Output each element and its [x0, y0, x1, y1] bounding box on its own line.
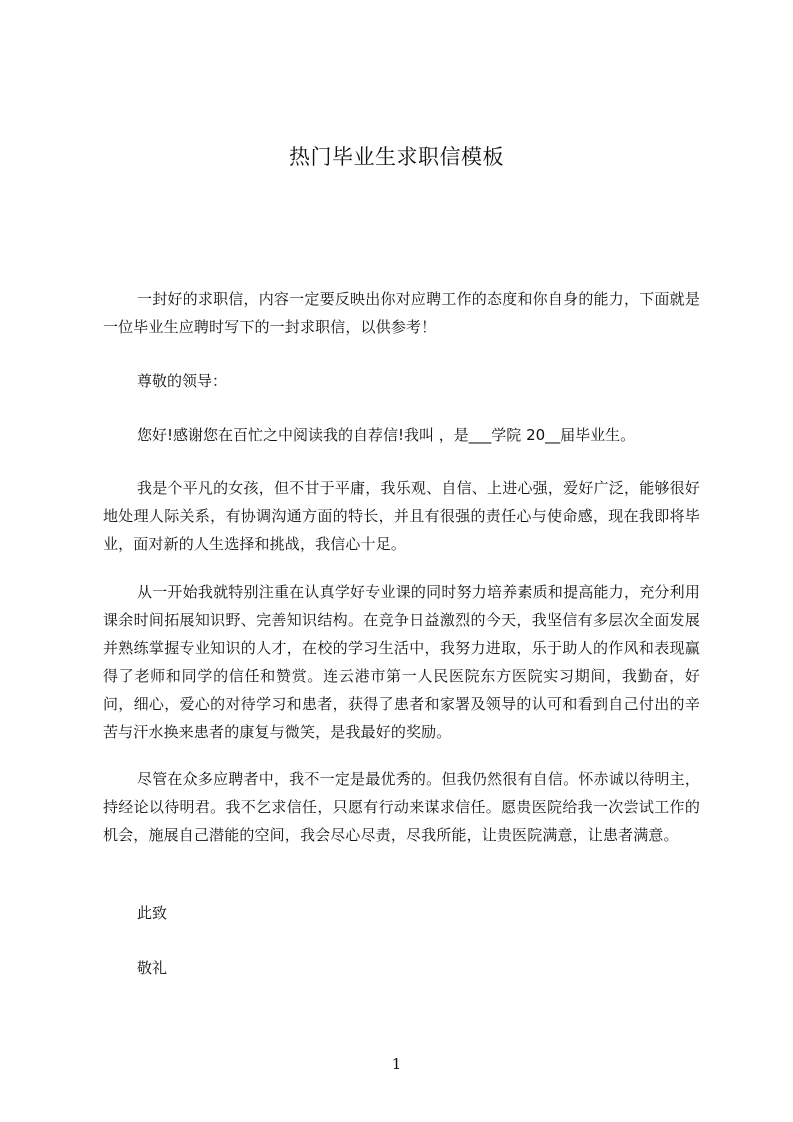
body-paragraph-3: 尽管在众多应聘者中，我不一定是最优秀的。但我仍然很有自信。怀赤诚以待明主，持经论以待明君。我不乞求信任，只愿有行动来谋求信任。愿贵医院给我一次尝试工作的机会，施展自己潜能的空间，我会尽心尽责，尽我所能，让贵医院满意，让患者满意。 — [103, 770, 700, 844]
intro-paragraph: 一封好的求职信，内容一定要反映出你对应聘工作的态度和你自身的能力，下面就是一位毕业生应聘时写下的一封求职信，以供参考！ — [103, 290, 700, 336]
document-title: 热门毕业生求职信模板 — [289, 145, 504, 169]
greeting-line: 您好!感谢您在百忙之中阅读我的自荐信!我叫 ，是___学院 20__届毕业生。 — [137, 426, 636, 444]
body-paragraph-1: 我是个平凡的女孩，但不甘于平庸，我乐观、自信、上进心强，爱好广泛，能够很好地处理人际关系，有协调沟通方面的特长，并且有很强的责任心与使命感，现在我即将毕业，面对新的人生选择和挑战，我信心十足。 — [103, 479, 700, 553]
closing-line-2: 敬礼 — [137, 959, 168, 977]
salutation: 尊敬的领导： — [137, 372, 228, 390]
closing-line-1: 此致 — [137, 904, 168, 922]
page-number: 1 — [391, 1055, 402, 1073]
body-paragraph-2: 从一开始我就特别注重在认真学好专业课的同时努力培养素质和提高能力，充分利用课余时间拓展知识野、完善知识结构。在竞争日益激烈的今天，我坚信有多层次全面发展并熟练掌握专业知识的人才，在校的学习生活中，我努力进取，乐于助人的作风和表现赢得了老师和同学的信任和赞赏。连云港市第一人民医院东方医院实习期间，我勤奋，好问，细心，爱心的对待学习和患者，获得了患者和家署及领导的认可和看到自己付出的辛苦与汗水换来患者的康复与微笑，是我最好的奖励。 — [103, 583, 700, 741]
